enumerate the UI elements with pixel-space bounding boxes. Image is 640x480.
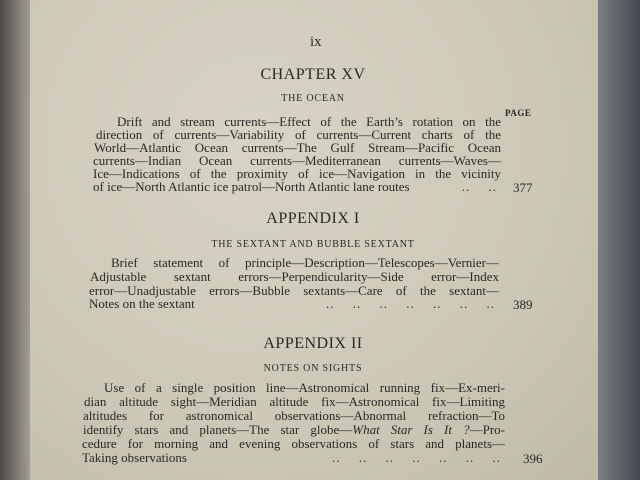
appendix-heading: APPENDIX II (263, 335, 363, 352)
toc-line: Taking observations (82, 450, 187, 465)
toc-line: altitudes for astronomical observations—Abnormal refraction—To (83, 408, 505, 423)
toc-line: direction of currents—Variability of currents—Current charts of the (96, 127, 501, 142)
toc-last-line (82, 451, 505, 465)
dot-leader: .. .. .. .. .. .. .. (326, 296, 495, 311)
toc-last-line (89, 297, 499, 311)
toc-line: Drift and stream currents—Effect of the Earth’s rotation on the (117, 114, 501, 129)
chapter-heading: CHAPTER XV (260, 66, 366, 83)
dot-leader: .. .. .. .. .. .. .. (332, 450, 501, 465)
toc-line: Brief statement of principle—Description—Telescopes—Vernier— (111, 255, 499, 270)
page-column-label: PAGE (505, 108, 532, 118)
toc-text: identify stars and planets—The star globe— (83, 422, 353, 437)
toc-line: Notes on the sextant (89, 296, 195, 311)
toc-line: Adjustable sextant errors—Perpendicularity—Side error—Index (90, 269, 499, 284)
toc-line: dian altitude sight—Meridian altitude fix—Astronomical fix—Limiting (84, 394, 505, 409)
dot-leader: .. .. (461, 179, 497, 194)
page-number: 377 (513, 180, 533, 195)
toc-line: currents—Indian Ocean currents—Mediterranean currents—Waves— (93, 153, 501, 168)
toc-line: of ice—North Atlantic ice patrol—North Atlantic lane routes (93, 179, 410, 194)
chapter-subheading: THE OCEAN (281, 93, 345, 104)
toc-line: Ice—Indications of the proximity of ice—Navigation in the vicinity (93, 166, 501, 181)
toc-line: World—Atlantic Ocean currents—The Gulf Stream—Pacific Ocean (94, 140, 501, 155)
page-gutter (0, 0, 30, 480)
page-number: 389 (513, 297, 533, 312)
toc-line: cedure for morning and evening observations of stars and planets— (82, 436, 505, 451)
appendix-subheading: NOTES ON SIGHTS (263, 363, 363, 374)
toc-line: Use of a single position line—Astronomical running fix—Ex-meri- (104, 380, 505, 395)
appendix-subheading: THE SEXTANT AND BUBBLE SEXTANT (211, 239, 415, 250)
appendix-heading: APPENDIX I (266, 210, 360, 227)
italic-title: What Star Is It ? (352, 422, 470, 437)
background-surface (598, 0, 640, 480)
page-folio: ix (310, 34, 322, 50)
toc-last-line (93, 180, 501, 194)
toc-line: error—Unadjustable errors—Bubble sextants—Care of the sextant— (89, 283, 499, 298)
page-number: 396 (523, 451, 543, 466)
toc-text: —Pro- (469, 422, 505, 437)
toc-line (83, 423, 505, 437)
